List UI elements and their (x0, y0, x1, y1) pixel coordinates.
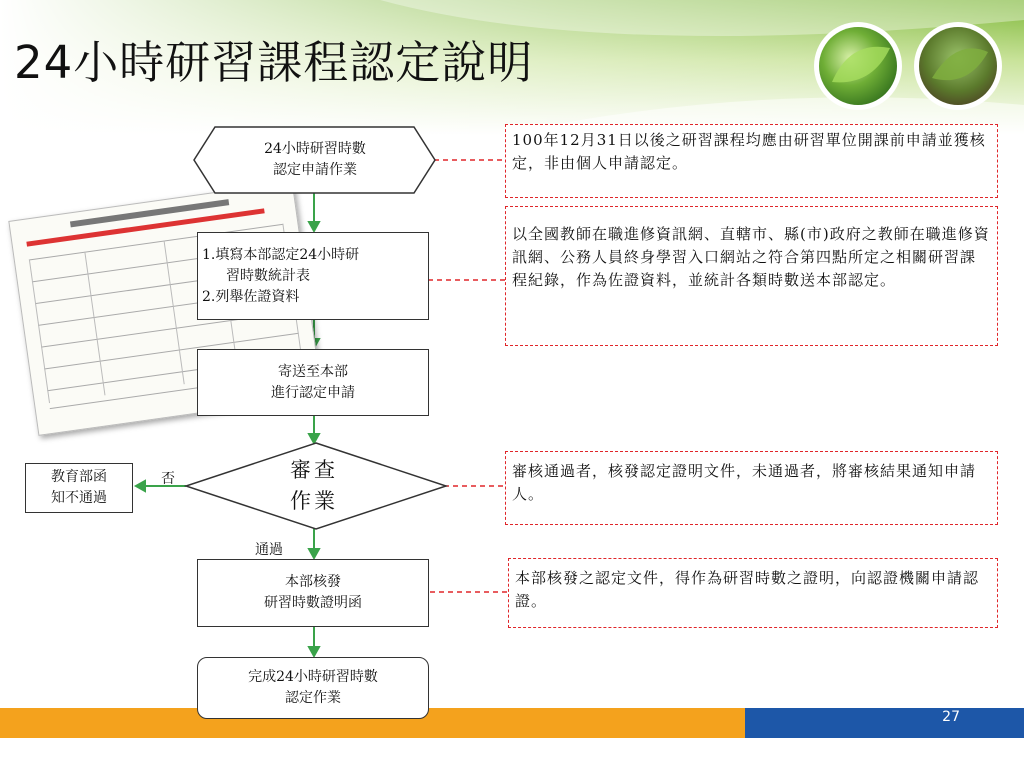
leaf-photo-icon (914, 22, 1002, 110)
flow-step-fill-form (197, 232, 429, 320)
step3-line1: 本部核發 (285, 574, 341, 590)
flow-step-send (197, 349, 429, 416)
step1-line3: 2.列舉佐證資料 (202, 288, 300, 305)
end-line1: 完成24小時研習時數 (248, 669, 378, 685)
flow-start-line1: 24小時研習時數 (264, 141, 366, 157)
step2-line1: 寄送至本部 (278, 363, 348, 380)
flow-step-issue (197, 559, 429, 627)
page-number: 27 (942, 709, 960, 725)
flow-decision (264, 454, 364, 518)
decision-line1: 審查 (290, 458, 338, 482)
step3-line2: 研習時數證明函 (264, 595, 362, 611)
end-line2: 認定作業 (285, 690, 341, 706)
note-evidence: 以全國教師在職進修資訊網、直轄市、縣(市)政府之教師在職進修資訊網、公務人員終身學習入口網站之符合第四點所定之相關研習課程紀錄，作為佐證資料，並統計各類時數送本部認定。 (505, 206, 998, 346)
flow-end (197, 657, 429, 719)
flow-start-line2: 認定申請作業 (273, 162, 357, 178)
note-course-approval: 100年12月31日以後之研習課程均應由研習單位開課前申請並獲核定，非由個人申請認定。 (505, 124, 998, 198)
step1-line1: 1.填寫本部認定24小時研 (202, 246, 360, 263)
flow-start (215, 128, 415, 192)
reject-line2: 知不通過 (51, 490, 107, 506)
leaf-photo-icon (814, 22, 902, 110)
flow-reject (25, 463, 133, 513)
page-title: 24小時研習課程認定說明 (14, 36, 534, 89)
reject-line1: 教育部函 (51, 469, 107, 485)
note-certificate: 本部核發之認定文件，得作為研習時數之證明，向認證機關申請認證。 (508, 558, 998, 628)
decision-line2: 作業 (290, 489, 338, 513)
note-review-result: 審核通過者，核發認定證明文件，未通過者，將審核結果通知申請人。 (505, 451, 998, 525)
label-pass: 通過 (255, 542, 283, 558)
label-no: 否 (161, 471, 175, 487)
step1-line2: 習時數統計表 (226, 267, 310, 284)
step2-line2: 進行認定申請 (271, 384, 355, 401)
